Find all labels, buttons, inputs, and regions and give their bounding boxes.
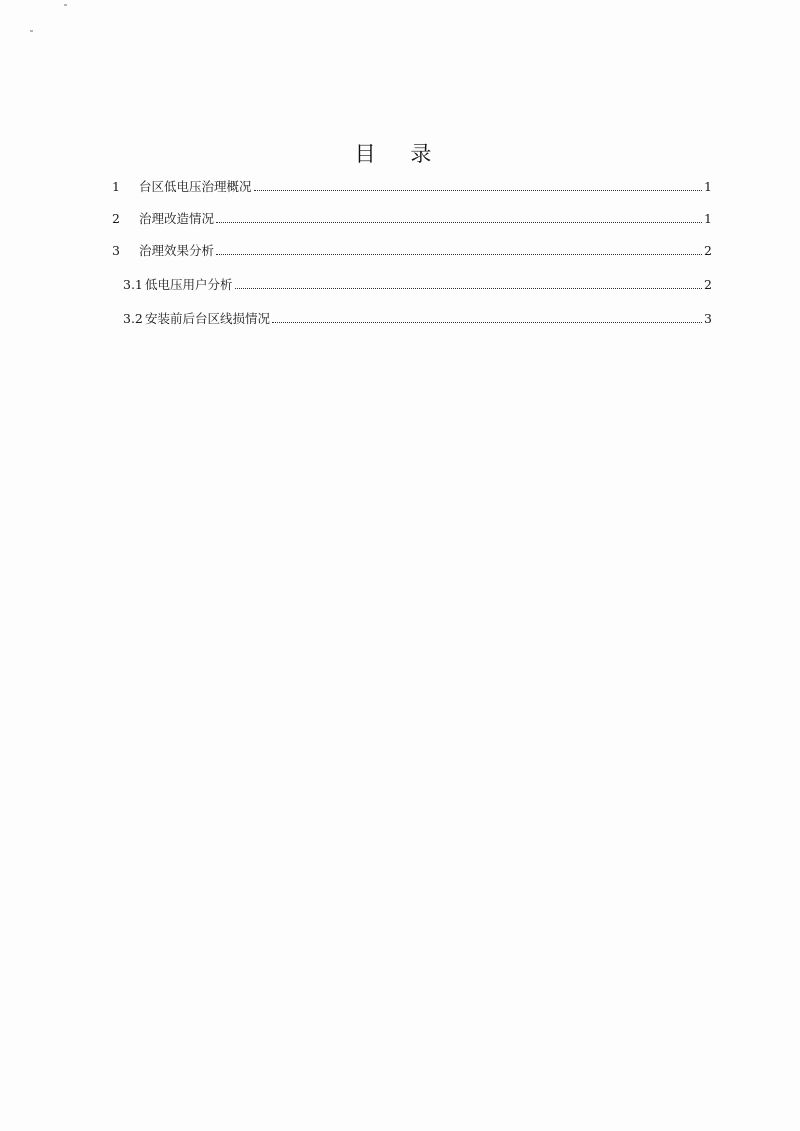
toc-entry-label: 治理效果分析 bbox=[139, 243, 215, 258]
toc-entry-label: 台区低电压治理概况 bbox=[139, 179, 252, 194]
toc-entry-number: 2 bbox=[112, 211, 120, 226]
toc-entry-page: 3 bbox=[704, 311, 712, 326]
toc-leader-dots bbox=[216, 221, 702, 223]
toc-entry-label: 治理改造情况 bbox=[139, 211, 215, 226]
toc-entry[interactable] bbox=[112, 179, 712, 195]
toc-entry-page: 2 bbox=[704, 277, 712, 292]
toc-entry-page: 2 bbox=[704, 243, 712, 258]
toc-subentry[interactable] bbox=[123, 311, 712, 327]
toc-leader-dots bbox=[272, 321, 702, 323]
toc-entry[interactable] bbox=[112, 243, 712, 259]
page-title: 目 录 bbox=[354, 142, 446, 166]
toc-subentry[interactable] bbox=[123, 277, 712, 293]
toc-entry-page: 1 bbox=[704, 211, 712, 226]
toc-leader-dots bbox=[235, 287, 703, 289]
scan-speck bbox=[64, 4, 67, 6]
toc-entry-page: 1 bbox=[704, 179, 712, 194]
scan-speck bbox=[30, 30, 33, 32]
toc-entry-number: 3.2 bbox=[123, 311, 143, 326]
toc-entry-number: 3.1 bbox=[123, 277, 143, 292]
toc-entry-label: 安装前后台区线损情况 bbox=[145, 311, 271, 326]
toc-leader-dots bbox=[254, 189, 703, 191]
toc-entry[interactable] bbox=[112, 211, 712, 227]
toc-leader-dots bbox=[216, 253, 702, 255]
toc-entry-label: 低电压用户分析 bbox=[145, 277, 233, 292]
toc-entry-number: 3 bbox=[112, 243, 120, 258]
toc-entry-number: 1 bbox=[112, 179, 120, 194]
